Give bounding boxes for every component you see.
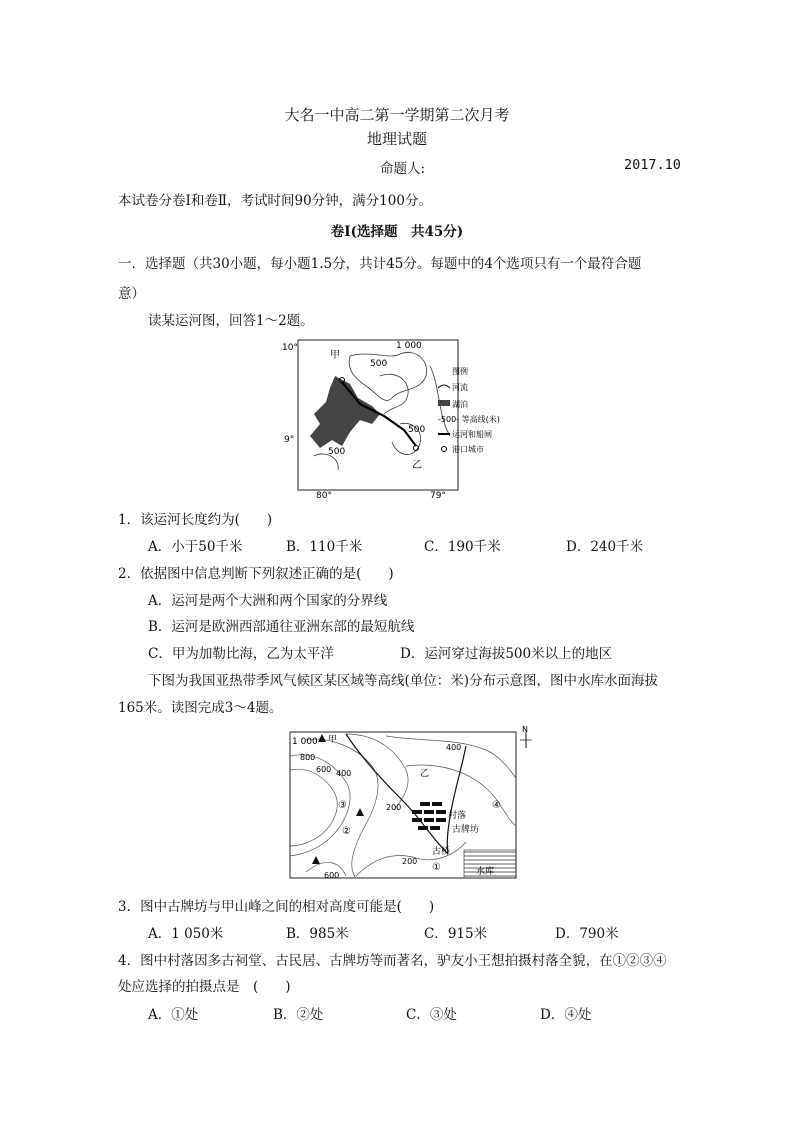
contour-1000: 1 000 (396, 341, 422, 351)
instruction-line1: 一．选择题（共30小题，每小题1.5分，共计45分。每题中的4个选项只有一个最符合题 (118, 256, 642, 272)
legend-lake-symbol (438, 400, 450, 406)
contour-500c: 500 (328, 447, 346, 457)
label-jia: 甲 (330, 350, 340, 361)
q1-option-c: C．190千米 (424, 539, 501, 555)
contour-500a: 500 (370, 359, 388, 369)
q3-option-a: A．1 050米 (148, 926, 224, 942)
q1-option-a: A．小于50千米 (148, 539, 243, 555)
exam-title: 大名一中高二第一学期第二次月考 (284, 106, 510, 124)
q2-option-a: A．运河是两个大洲和两个国家的分界线 (148, 593, 388, 609)
intro-text: 本试卷分卷Ⅰ和卷Ⅱ，考试时间90分钟，满分100分。 (118, 193, 432, 209)
q3-option-c: C．915米 (424, 926, 488, 942)
q4-option-d: D．④处 (540, 1007, 592, 1023)
q2-stem: 2．依据图中信息判断下列叙述正确的是( ) (118, 566, 394, 582)
contour-600a: 600 (316, 765, 332, 774)
lat-bottom: 9° (284, 435, 295, 445)
legend-lake: 湖泊 (452, 400, 468, 409)
q1-option-d: D．240千米 (566, 539, 644, 555)
legend-contour: -500- 等高线(米) (438, 415, 500, 424)
q3-stem: 3．图中古牌坊与甲山峰之间的相对高度可能是( ) (118, 899, 435, 915)
q4-option-a: A．①处 (148, 1007, 199, 1023)
viewpoint-1: ① (432, 862, 441, 873)
legend-river: 河流 (452, 383, 468, 392)
north-arrow-icon (520, 732, 532, 748)
elev-1000: 1 000 (292, 737, 318, 747)
q4-option-c: C．③处 (406, 1007, 457, 1023)
contour-200a: 200 (386, 803, 402, 812)
north-label: N (522, 725, 528, 734)
contour-400a: 400 (336, 769, 352, 778)
contour-map (286, 726, 536, 882)
contour-600b: 600 (324, 871, 340, 880)
label-yi: 乙 (420, 769, 430, 779)
author-label: 命题人: (380, 161, 426, 177)
q3-option-b: B．985米 (286, 926, 349, 942)
contour-800: 800 (300, 753, 316, 762)
contour-400b: 400 (446, 743, 462, 752)
label-jia: 甲 (328, 735, 338, 745)
q4-stem-line2: 处应选择的拍摄点是 ( ) (118, 979, 291, 995)
viewpoint-4: ④ (492, 800, 501, 811)
q2-option-b: B．运河是欧洲西部通往亚洲东部的最短航线 (148, 619, 415, 635)
q3-option-d: D．790米 (555, 926, 619, 942)
bridge-label: 古桥 (432, 847, 451, 857)
legend-title: 图例 (452, 367, 468, 376)
village-label: 村落 (448, 811, 467, 821)
q4-stem-line1: 4．图中村落因多古祠堂、古民居、古牌坊等而著名，驴友小王想拍摄村落全貌，在①②③④ (118, 953, 667, 969)
label-yi: 乙 (412, 460, 422, 471)
q4-option-b: B．②处 (273, 1007, 324, 1023)
canal-map (280, 336, 500, 501)
lon-right: 79° (430, 491, 446, 501)
contour-500b: 500 (408, 425, 426, 435)
instruction-line2: 意） (118, 286, 145, 302)
exam-date: 2017.10 (624, 157, 681, 173)
viewpoint-3: ③ (338, 800, 347, 811)
group2-lead-line2: 165米。读图完成3～4题。 (118, 700, 283, 716)
legend-port: 港口城市 (452, 445, 484, 454)
q2-option-c: C．甲为加勒比海，乙为太平洋 (148, 646, 334, 662)
q1-option-b: B．110千米 (286, 539, 363, 555)
q2-option-d: D．运河穿过海拔500米以上的地区 (400, 646, 613, 662)
group1-lead: 读某运河图，回答1～2题。 (148, 313, 314, 329)
section-title: 卷Ⅰ(选择题 共45分) (330, 224, 464, 240)
viewpoint-2: ② (342, 826, 351, 837)
contour-200b: 200 (402, 857, 418, 866)
reservoir-label: 水库 (476, 867, 495, 877)
exam-subtitle: 地理试题 (366, 130, 427, 148)
group2-lead-line1: 下图为我国亚热带季风气候区某区域等高线(单位：米)分布示意图，图中水库水面海拔 (148, 673, 659, 689)
legend-canal: 运河和船闸 (452, 430, 492, 439)
lon-left: 80° (316, 491, 332, 501)
q1-stem: 1．该运河长度约为( ) (118, 512, 273, 528)
lat-top: 10° (282, 343, 298, 353)
arch-label: 古牌坊 (452, 825, 480, 835)
